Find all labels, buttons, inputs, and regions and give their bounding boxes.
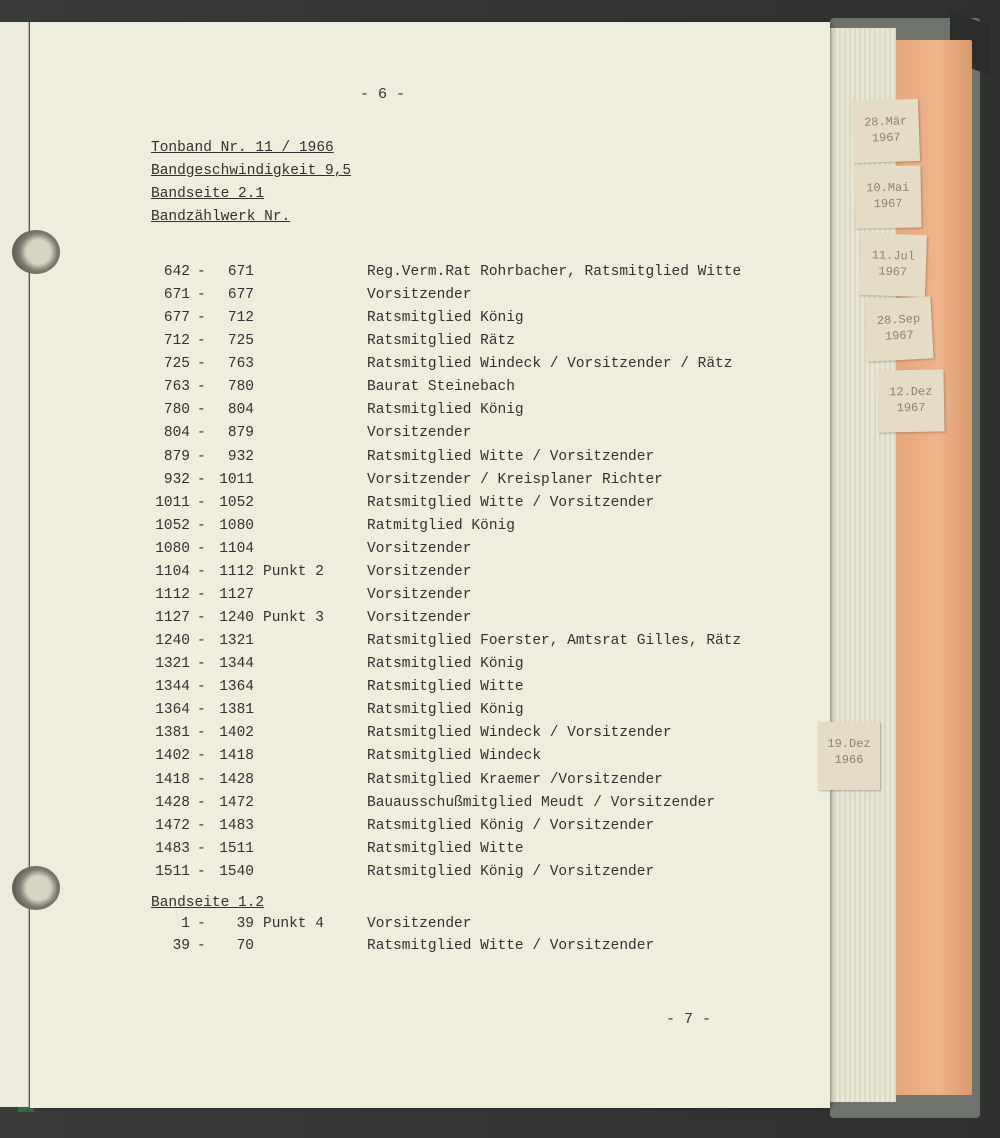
range-end: 1402	[219, 725, 254, 742]
range-end: 671	[227, 264, 254, 280]
page-number-top: - 6 -	[360, 86, 406, 103]
range-end: 1127	[219, 586, 254, 603]
range-dash: -	[197, 725, 206, 742]
speaker: Ratmitglied König	[367, 517, 515, 534]
range-dash: -	[197, 863, 206, 880]
range-start: 1	[181, 916, 190, 932]
speaker: Ratsmitglied König	[367, 402, 524, 419]
tab-date: 11.Jul	[871, 248, 916, 264]
range-start: 1240	[155, 633, 190, 650]
range-end: 1364	[219, 679, 254, 696]
range-dash: -	[197, 540, 206, 557]
range-end: 1080	[219, 517, 254, 534]
speaker: Vorsitzender / Kreisplaner Richter	[367, 471, 663, 488]
range-end: 1381	[219, 702, 254, 719]
tape-number-heading: Tonband Nr. 11 / 1966	[151, 140, 334, 156]
range-end: 932	[227, 448, 254, 465]
range-start: 725	[163, 356, 190, 373]
range-dash: -	[197, 310, 206, 327]
range-start: 1321	[155, 656, 190, 673]
range-start: 1381	[155, 725, 190, 742]
index-tab-4[interactable]	[864, 296, 933, 361]
range-dash: -	[197, 402, 206, 419]
tab-year: 1967	[871, 130, 901, 146]
index-tab-3[interactable]	[859, 233, 927, 297]
range-dash: -	[197, 356, 206, 373]
range-start: 1483	[155, 840, 190, 857]
agenda-point: Punkt 4	[263, 916, 324, 932]
left-page-edge	[0, 22, 29, 1107]
range-end: 1428	[219, 771, 254, 788]
range-start: 932	[163, 471, 190, 488]
tab-year: 1967	[878, 264, 908, 280]
range-dash: -	[197, 563, 206, 580]
range-start: 1511	[155, 863, 190, 880]
tab-date: 12.Dez	[889, 384, 933, 400]
speaker: Vorsitzender	[367, 287, 472, 304]
range-start: 1052	[155, 517, 190, 534]
range-end: 879	[227, 425, 254, 442]
range-dash: -	[197, 264, 206, 280]
range-end: 1511	[219, 840, 254, 857]
agenda-point: Punkt 3	[263, 610, 324, 627]
range-dash: -	[197, 425, 206, 442]
agenda-point: Punkt 2	[263, 563, 324, 580]
range-dash: -	[197, 379, 206, 396]
speaker: Ratsmitglied Windeck / Vorsitzender	[367, 725, 672, 742]
speaker: Vorsitzender	[367, 610, 472, 627]
range-end: 1052	[219, 494, 254, 511]
range-start: 1127	[155, 610, 190, 627]
range-start: 763	[163, 379, 190, 396]
speaker: Ratsmitglied König	[367, 656, 524, 673]
speaker: Bauausschußmitglied Meudt / Vorsitzender	[367, 794, 716, 811]
punch-hole-top	[12, 230, 60, 274]
range-end: 1321	[219, 633, 254, 650]
range-end: 1011	[219, 471, 254, 488]
speaker: Ratsmitglied König / Vorsitzender	[367, 863, 655, 880]
index-tab-2[interactable]	[854, 165, 921, 228]
tab-year: 1967	[896, 400, 926, 416]
range-start: 879	[163, 448, 190, 465]
page-number-bottom: - 7 -	[666, 1011, 712, 1028]
range-start: 1472	[155, 817, 190, 834]
tab-date: 10.Mai	[866, 180, 910, 196]
speaker: Ratsmitglied Windeck	[367, 748, 542, 765]
range-dash: -	[197, 448, 206, 465]
range-dash: -	[197, 287, 206, 304]
range-end: 1240	[219, 610, 254, 627]
range-start: 642	[163, 264, 190, 280]
index-tab-5[interactable]	[877, 369, 944, 432]
range-dash: -	[197, 938, 206, 954]
range-end: 763	[227, 356, 254, 373]
speaker: Ratsmitglied Witte / Vorsitzender	[367, 448, 655, 465]
range-start: 712	[163, 333, 190, 350]
speaker: Vorsitzender	[367, 916, 472, 932]
tab-year: 1967	[884, 328, 915, 344]
range-end: 1344	[219, 656, 254, 673]
range-dash: -	[197, 333, 206, 350]
range-dash: -	[197, 771, 206, 788]
range-start: 1402	[155, 748, 190, 765]
range-dash: -	[197, 702, 206, 719]
range-dash: -	[197, 586, 206, 603]
range-dash: -	[197, 679, 206, 696]
speaker: Ratsmitglied König	[367, 310, 524, 327]
range-start: 1418	[155, 771, 190, 788]
range-end: 677	[227, 287, 254, 304]
range-dash: -	[197, 916, 206, 932]
speaker: Vorsitzender	[367, 586, 472, 603]
range-end: 1418	[219, 748, 254, 765]
range-end: 804	[227, 402, 254, 419]
speaker: Vorsitzender	[367, 563, 472, 580]
range-end: 780	[227, 379, 254, 396]
counter-heading: Bandzählwerk Nr.	[151, 209, 291, 225]
speaker: Ratsmitglied König	[367, 702, 524, 719]
index-tab-1[interactable]	[852, 99, 920, 163]
side2-heading: Bandseite 1.2	[151, 895, 265, 911]
range-dash: -	[197, 817, 206, 834]
tab-year: 1967	[873, 196, 903, 212]
range-end: 725	[227, 333, 254, 350]
range-dash: -	[197, 471, 206, 488]
punch-hole-bottom	[12, 866, 60, 910]
range-start: 671	[163, 287, 190, 304]
range-end: 712	[227, 310, 254, 327]
speaker: Vorsitzender	[367, 540, 472, 557]
tab-date: 28.Sep	[876, 311, 921, 329]
range-dash: -	[197, 794, 206, 811]
range-start: 1428	[155, 794, 190, 811]
speaker: Ratsmitglied Kraemer /Vorsitzender	[367, 771, 663, 788]
range-dash: -	[197, 610, 206, 627]
range-dash: -	[197, 517, 206, 534]
range-dash: -	[197, 840, 206, 857]
tape-side-heading: Bandseite 2.1	[151, 186, 265, 202]
range-start: 1080	[155, 540, 190, 557]
range-end: 1540	[219, 863, 254, 880]
range-end: 1483	[219, 817, 254, 834]
range-start: 780	[163, 402, 190, 419]
range-end: 70	[236, 938, 254, 954]
range-dash: -	[197, 494, 206, 511]
range-start: 1011	[155, 494, 190, 511]
tab-year: 1966	[834, 753, 864, 767]
speaker: Ratsmitglied König / Vorsitzender	[367, 817, 655, 834]
speaker: Ratsmitglied Witte / Vorsitzender	[367, 938, 655, 954]
range-start: 1344	[155, 679, 190, 696]
range-dash: -	[197, 656, 206, 673]
range-dash: -	[197, 633, 206, 650]
speaker: Vorsitzender	[367, 425, 472, 442]
index-tab-6[interactable]	[818, 722, 880, 790]
range-end: 1104	[219, 540, 254, 557]
range-end: 1472	[219, 794, 254, 811]
range-dash: -	[197, 748, 206, 765]
speaker: Ratsmitglied Witte	[367, 840, 524, 857]
speaker: Ratsmitglied Witte / Vorsitzender	[367, 494, 655, 511]
range-end: 39	[236, 916, 254, 932]
range-start: 1112	[155, 586, 190, 603]
speaker: Ratsmitglied Rätz	[367, 333, 515, 350]
range-start: 677	[163, 310, 190, 327]
range-start: 39	[172, 938, 190, 954]
speaker: Ratsmitglied Windeck / Vorsitzender / Rätz	[367, 356, 733, 373]
speaker: Ratsmitglied Witte	[367, 679, 524, 696]
range-start: 1364	[155, 702, 190, 719]
tape-speed-heading: Bandgeschwindigkeit 9,5	[151, 163, 352, 179]
speaker: Ratsmitglied Foerster, Amtsrat Gilles, Rätz	[367, 633, 742, 650]
range-start: 804	[163, 425, 190, 442]
tab-date: 19.Dez	[827, 737, 871, 751]
range-start: 1104	[155, 563, 190, 580]
range-end: 1112	[219, 563, 254, 580]
speaker: Baurat Steinebach	[367, 379, 515, 396]
speaker: Reg.Verm.Rat Rohrbacher, Ratsmitglied Witte	[367, 264, 742, 280]
tab-date: 28.Mär	[863, 114, 908, 130]
